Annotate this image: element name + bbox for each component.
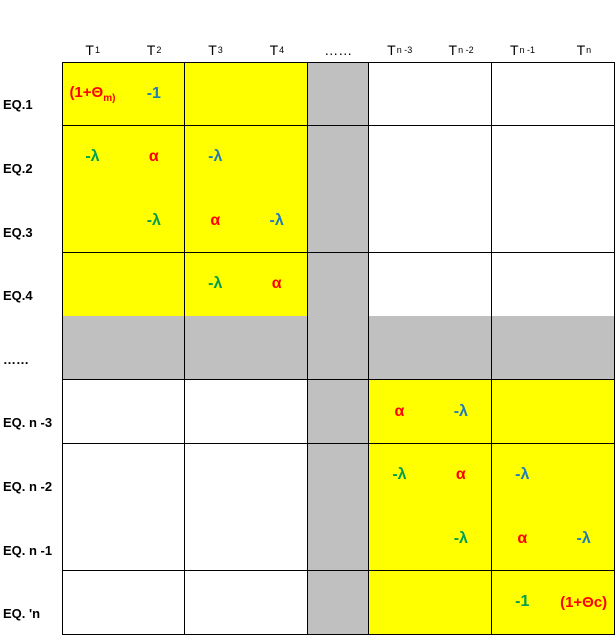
matrix-cell	[430, 380, 492, 444]
matrix-cell	[308, 126, 370, 190]
column-header-base: T	[85, 42, 94, 58]
matrix-cell	[246, 444, 308, 508]
cell-value: ($1+\Theta_{m)}$	[69, 83, 116, 104]
matrix-cell	[369, 507, 431, 571]
matrix-cell	[246, 380, 308, 444]
row-header: EQ. n -1	[3, 542, 53, 558]
matrix-cell	[123, 316, 185, 380]
column-header-subscript: 1	[94, 45, 100, 55]
cell-value: -λ	[146, 211, 161, 229]
column-header-subscript: 2	[156, 45, 162, 55]
matrix-cell	[430, 189, 492, 253]
matrix-cell	[246, 253, 308, 317]
matrix-cell	[553, 380, 615, 444]
cell-value: α	[271, 275, 282, 293]
matrix-cell	[246, 126, 308, 190]
matrix-cell	[185, 316, 247, 380]
matrix-cell	[369, 126, 431, 190]
matrix-cell	[185, 444, 247, 508]
matrix-cell	[62, 126, 124, 190]
matrix-cell	[492, 62, 554, 126]
matrix-cell	[553, 507, 615, 571]
matrix-cell	[369, 189, 431, 253]
row-header: EQ. n -3	[3, 415, 53, 431]
matrix-cell	[492, 253, 554, 317]
matrix-cell	[308, 189, 370, 253]
column-header-base: T	[576, 42, 586, 58]
cell-value: -1	[515, 593, 530, 611]
matrix-cell	[369, 253, 431, 317]
matrix-cell	[246, 571, 308, 635]
row-header: ……	[3, 351, 29, 367]
matrix-cell	[369, 380, 431, 444]
matrix-cell	[492, 189, 554, 253]
column-header-subscript: n -1	[519, 45, 536, 55]
matrix-cell	[308, 253, 370, 317]
cell-value: -λ	[269, 211, 284, 229]
cell-value: -1	[146, 84, 161, 102]
matrix-cell	[62, 316, 124, 380]
matrix-cell	[185, 253, 247, 317]
matrix-cell	[430, 62, 492, 126]
column-header	[430, 38, 491, 62]
matrix-cell	[308, 380, 370, 444]
matrix-cell	[308, 62, 370, 126]
matrix-cell	[123, 62, 185, 126]
matrix-cell	[492, 316, 554, 380]
matrix-cell	[246, 189, 308, 253]
row-header: EQ. 'n	[3, 606, 41, 622]
matrix-cell	[62, 253, 124, 317]
matrix-cell	[369, 444, 431, 508]
cell-value: α	[455, 466, 466, 484]
cell-value: α	[394, 402, 405, 420]
matrix-cell	[246, 507, 308, 571]
column-header-base: T	[387, 42, 396, 58]
cell-value: -λ	[85, 148, 100, 166]
matrix-cell	[553, 444, 615, 508]
cell-value: (1+Θc)	[560, 593, 608, 611]
cell-value: -λ	[576, 529, 591, 547]
row-header: EQ.3	[3, 224, 33, 240]
cell-value: -λ	[453, 402, 468, 420]
column-header-base: T	[269, 42, 279, 58]
matrix-cell	[430, 253, 492, 317]
cell-value: -λ	[208, 275, 223, 293]
matrix-cell	[62, 507, 124, 571]
column-header-base: T	[146, 42, 156, 58]
cell-value-subscript: m)	[103, 92, 116, 104]
column-header	[492, 38, 553, 62]
matrix-cell	[62, 62, 124, 126]
matrix-cell	[62, 571, 124, 635]
column-header	[553, 38, 614, 62]
row-header: EQ. n -2	[3, 479, 53, 495]
column-header-subscript: n	[586, 45, 592, 55]
column-header-subscript: 4	[279, 45, 285, 55]
matrix-cell	[185, 571, 247, 635]
matrix-cell	[123, 126, 185, 190]
matrix-cell	[308, 507, 370, 571]
matrix-cell	[369, 62, 431, 126]
matrix-cell	[185, 380, 247, 444]
cell-value: -λ	[515, 466, 530, 484]
column-header-base: ……	[324, 42, 353, 58]
cell-value: -λ	[453, 529, 468, 547]
column-header-base: T	[208, 42, 217, 58]
matrix-cell	[553, 253, 615, 317]
matrix-cell	[123, 444, 185, 508]
matrix-cell	[62, 380, 124, 444]
cell-value: α	[517, 529, 528, 547]
column-header-subscript: n -2	[458, 45, 474, 55]
column-header	[369, 38, 430, 62]
cell-value: α	[210, 211, 221, 229]
matrix-cell	[492, 444, 554, 508]
cell-value: -λ	[392, 466, 407, 484]
matrix-cell	[308, 444, 370, 508]
matrix-cell	[185, 507, 247, 571]
matrix-cell	[553, 189, 615, 253]
matrix-cell	[369, 571, 431, 635]
row-header: EQ.1	[3, 97, 33, 113]
column-header	[185, 38, 246, 62]
matrix-cell	[308, 316, 370, 380]
matrix-cell	[123, 507, 185, 571]
matrix-cell	[123, 253, 185, 317]
matrix-cell	[185, 62, 247, 126]
column-header	[246, 38, 307, 62]
matrix-cell	[492, 507, 554, 571]
column-header	[62, 38, 123, 62]
matrix-cell	[492, 571, 554, 635]
column-header-base: T	[509, 42, 519, 58]
matrix-cell	[430, 444, 492, 508]
column-header	[308, 38, 369, 62]
matrix-cell	[185, 126, 247, 190]
matrix-cell	[123, 189, 185, 253]
matrix-cell	[492, 380, 554, 444]
matrix-cell	[246, 316, 308, 380]
matrix-cell	[62, 189, 124, 253]
cell-value: -λ	[208, 148, 223, 166]
matrix-cell	[369, 316, 431, 380]
matrix-cell	[553, 316, 615, 380]
column-header-subscript: 3	[217, 45, 223, 55]
column-header-base: T	[448, 42, 458, 58]
column-header-subscript: n -3	[396, 45, 413, 55]
matrix-cell	[123, 571, 185, 635]
matrix-cell	[308, 571, 370, 635]
matrix-cell	[430, 507, 492, 571]
matrix-cell	[553, 571, 615, 635]
matrix-cell	[430, 571, 492, 635]
matrix-cell	[430, 316, 492, 380]
matrix-cell	[492, 126, 554, 190]
row-header: EQ.4	[3, 288, 33, 304]
matrix-cell	[246, 62, 308, 126]
column-header	[123, 38, 184, 62]
matrix-cell	[430, 126, 492, 190]
matrix-cell	[553, 62, 615, 126]
row-header: EQ.2	[3, 161, 33, 177]
matrix-cell	[123, 380, 185, 444]
matrix-cell	[553, 126, 615, 190]
matrix-cell	[62, 444, 124, 508]
cell-value: α	[148, 148, 159, 166]
matrix-cell	[185, 189, 247, 253]
